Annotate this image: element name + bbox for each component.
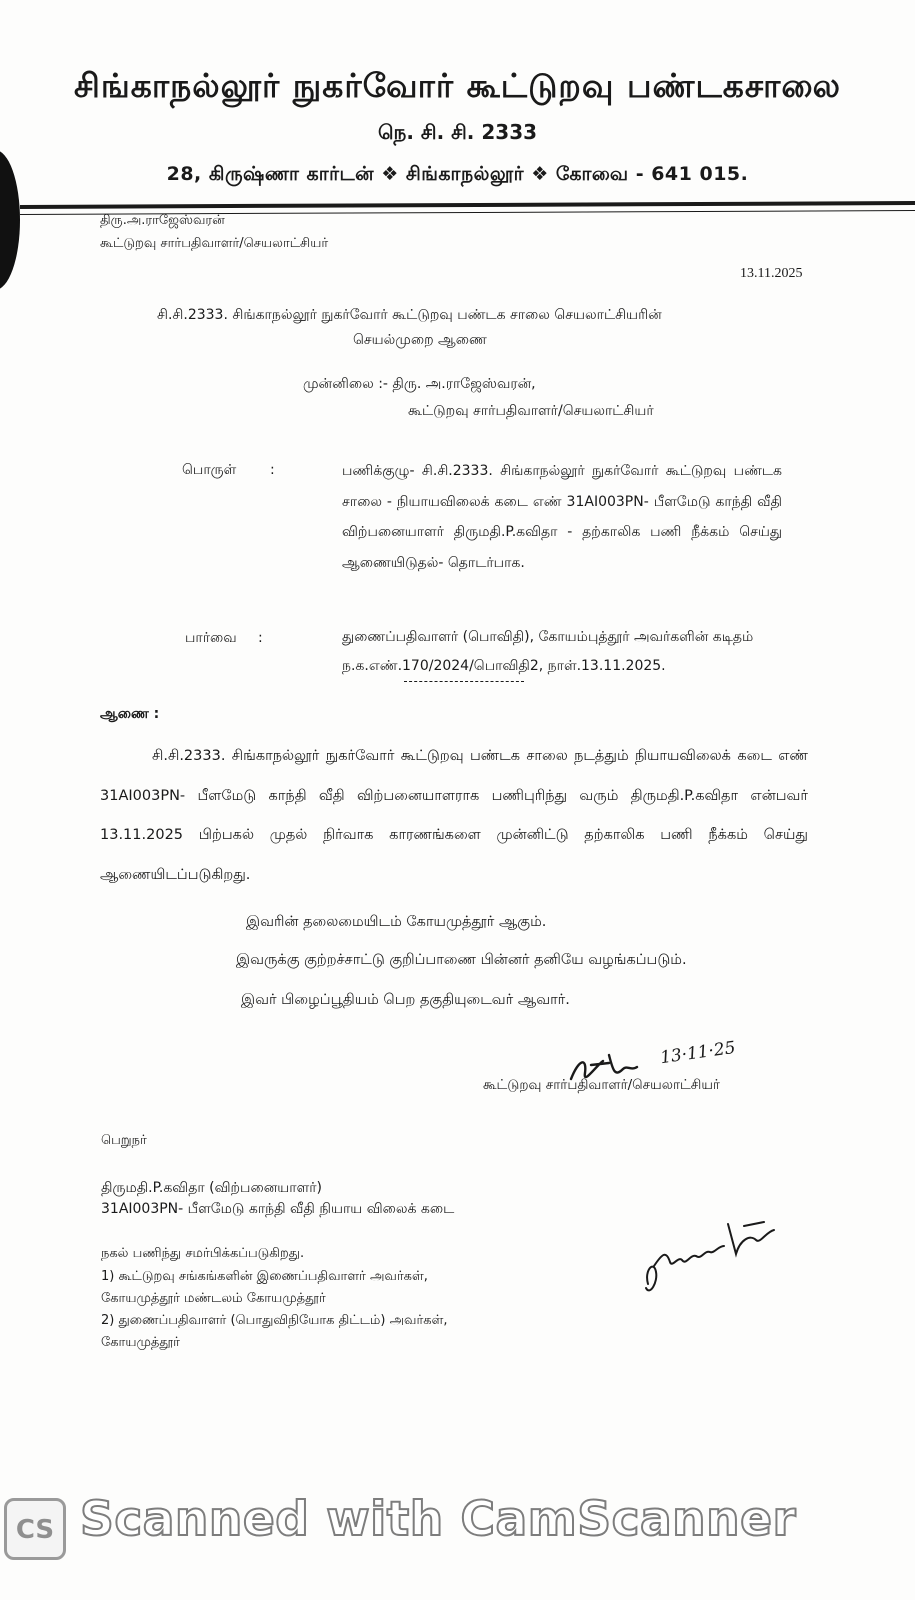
recipient-label: பெறுநர் [101,1133,147,1148]
registration-number: நெ. சி. சி. 2333 [377,120,538,144]
reference-divider [404,681,524,682]
reference-colon: : [258,630,263,646]
presence-line: முன்னிலை :- திரு. அ.ராஜேஸ்வரன், [303,376,536,392]
subject-colon: : [270,462,275,478]
subsistence-allowance-line: இவர் பிழைப்பூதியம் பெற தகுதியுடைவர் ஆவார். [241,992,570,1008]
camscanner-logo [4,1498,66,1560]
camscanner-logo-text: CS [15,1515,55,1545]
signatory-title: கூட்டுறவு சார்பதிவாளர்/செயலாட்சியர் [483,1077,720,1093]
scanner-watermark: Scanned with CamScanner [80,1492,797,1547]
org-address: 28, கிருஷ்ணா கார்டன் ❖ சிங்காநல்லூர் ❖ கோவை - 641 015. [166,163,749,185]
copy-item-2: 2) துணைப்பதிவாளர் (பொதுவிநியோக திட்டம்) அவர்கள், [101,1313,448,1328]
copy-item-1-cont: கோயமுத்தூர் மண்டலம் கோயமுத்தூர் [101,1291,326,1306]
headquarters-line: இவரின் தலைமையிடம் கோயமுத்தூர் ஆகும். [246,914,547,930]
order-label: ஆணை : [100,706,160,722]
signature-date: 13·11·25 [658,1037,737,1069]
copy-item-2-cont: கோயமுத்தூர் [101,1335,180,1350]
receiver-signature [640,1210,780,1300]
recipient-name: திருமதி.P.கவிதா (விற்பனையாளர்) [101,1180,322,1196]
order-body: சி.சி.2333. சிங்காநல்லூர் நுகர்வோர் கூட்டுறவு பண்டக சாலை நடத்தும் நியாயவிலைக் கடை எண் 31AI003PN- பீளமேடு காந்தி வீதி விற்பனையாளராக பணிபுரிந்து வரும் திருமதி.P.கவிதா என்பவர் 13.11.2025 பிற்பகல் முதல் நிர்வாக காரணங்களை முன்னிட்டு தற்காலிக பணி நீக்கம் செய்து ஆணையிடப்படுகிறது. [100,748,808,883]
org-name: சிங்காநல்லூர் நுகர்வோர் கூட்டுறவு பண்டகசாலை [73,66,842,105]
copy-item-1: 1) கூட்டுறவு சங்கங்களின் இணைப்பதிவாளர் அவர்கள், [101,1269,428,1284]
letterhead-rule [20,201,915,209]
order-title-cont: செயல்முறை ஆணை [353,332,487,348]
document-date: 13.11.2025 [740,266,803,281]
recipient-shop: 31AI003PN- பீளமேடு காந்தி வீதி நியாய விலைக் கடை [101,1201,455,1217]
presence-title: கூட்டுறவு சார்பதிவாளர்/செயலாட்சியர் [408,403,654,419]
sender-title: கூட்டுறவு சார்பதிவாளர்/செயலாட்சியர் [100,236,329,251]
subject-text: பணிக்குழு- சி.சி.2333. சிங்காநல்லூர் நுகர்வோர் கூட்டுறவு பண்டக சாலை - நியாயவிலைக் கடை எண் 31AI003PN- பீளமேடு காந்தி வீதி விற்பனையாளர் திருமதி.P.கவிதா - தற்காலிக பணி நீக்கம் செய்து ஆணையிடுதல்- தொடர்பாக. [342,463,782,571]
copy-intro: நகல் பணிந்து சமர்பிக்கப்படுகிறது. [101,1246,305,1261]
reference-text: துணைப்பதிவாளர் (பொவிதி), கோயம்புத்தூர் அவர்களின் கடிதம் ந.க.எண்.170/2024/பொவிதி2, நாள்.13.11.2025. [342,629,754,674]
charge-memo-line: இவருக்கு குற்றச்சாட்டு குறிப்பாணை பின்னர் தனியே வழங்கப்படும். [236,952,687,968]
reference-label: பார்வை [185,630,237,646]
subject-label: பொருள் [182,462,237,478]
order-body-block [100,737,808,895]
order-title: சி.சி.2333. சிங்காநல்லூர் நுகர்வோர் கூட்டுறவு பண்டக சாலை செயலாட்சியரின் [157,307,662,323]
sender-name: திரு.அ.ராஜேஸ்வரன் [100,213,225,228]
